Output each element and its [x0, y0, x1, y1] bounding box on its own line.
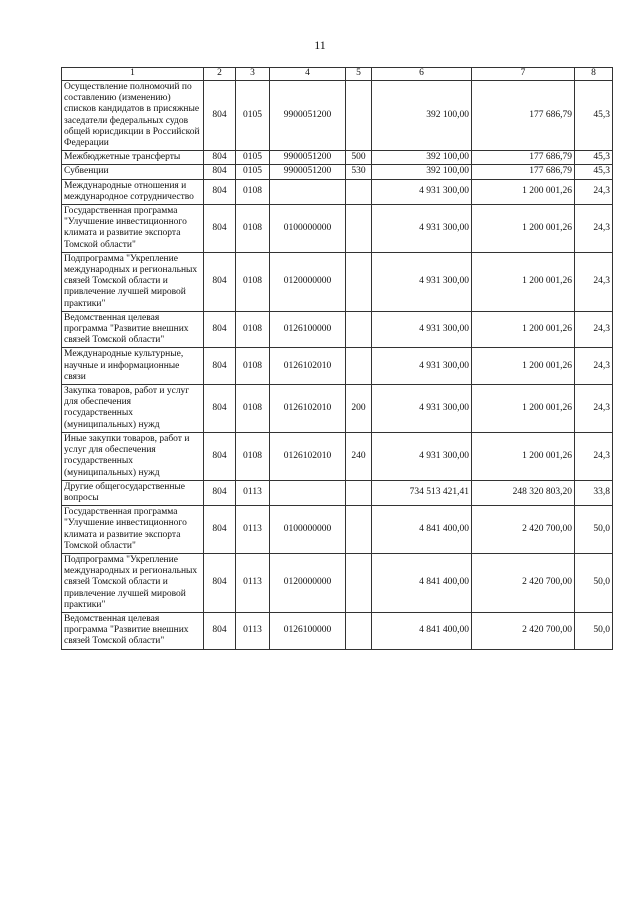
cell-csr: 0126102010 [270, 385, 346, 433]
table-row [62, 432, 613, 480]
table-row [62, 205, 613, 253]
cell-csr: 0126100000 [270, 311, 346, 348]
cell-vr [346, 179, 372, 204]
row-name: Другие общегосударственные вопросы [62, 480, 204, 505]
cell-gr: 804 [204, 432, 236, 480]
cell-csr: 0120000000 [270, 252, 346, 311]
column-header: 8 [575, 68, 613, 81]
cell-csr: 9900051200 [270, 81, 346, 151]
cell-percent: 24,3 [575, 385, 613, 433]
cell-plan: 4 931 300,00 [372, 252, 472, 311]
cell-plan: 734 513 421,41 [372, 480, 472, 505]
cell-rz: 0113 [236, 480, 270, 505]
column-header: 3 [236, 68, 270, 81]
cell-gr: 804 [204, 179, 236, 204]
cell-rz: 0105 [236, 165, 270, 179]
table-row [62, 480, 613, 505]
cell-fact: 2 420 700,00 [472, 612, 575, 649]
row-name: Иные закупки товаров, работ и услуг для обеспечения государственных (муниципальных) нужд [62, 432, 204, 480]
cell-rz: 0108 [236, 348, 270, 385]
cell-fact: 2 420 700,00 [472, 506, 575, 554]
row-name: Межбюджетные трансферты [62, 151, 204, 165]
cell-fact: 177 686,79 [472, 81, 575, 151]
cell-gr: 804 [204, 205, 236, 253]
cell-rz: 0108 [236, 179, 270, 204]
cell-percent: 45,3 [575, 81, 613, 151]
cell-plan: 4 931 300,00 [372, 385, 472, 433]
cell-gr: 804 [204, 165, 236, 179]
table-row [62, 151, 613, 165]
row-name: Субвенции [62, 165, 204, 179]
cell-vr: 200 [346, 385, 372, 433]
row-name: Подпрограмма "Укрепление международных и региональных связей Томской области и привлечение лучшей мировой практики" [62, 252, 204, 311]
cell-percent: 24,3 [575, 179, 613, 204]
cell-fact: 1 200 001,26 [472, 348, 575, 385]
cell-percent: 50,0 [575, 553, 613, 612]
table-row [62, 252, 613, 311]
cell-fact: 177 686,79 [472, 165, 575, 179]
cell-csr: 0120000000 [270, 553, 346, 612]
column-header: 7 [472, 68, 575, 81]
column-header: 6 [372, 68, 472, 81]
row-name: Подпрограмма "Укрепление международных и региональных связей Томской области и привлечение лучшей мировой практики" [62, 553, 204, 612]
cell-percent: 24,3 [575, 348, 613, 385]
cell-rz: 0105 [236, 81, 270, 151]
cell-fact: 248 320 803,20 [472, 480, 575, 505]
cell-csr: 0100000000 [270, 506, 346, 554]
cell-gr: 804 [204, 385, 236, 433]
cell-plan: 392 100,00 [372, 151, 472, 165]
cell-vr: 240 [346, 432, 372, 480]
cell-rz: 0113 [236, 553, 270, 612]
cell-csr: 0100000000 [270, 205, 346, 253]
cell-plan: 4 841 400,00 [372, 612, 472, 649]
cell-fact: 1 200 001,26 [472, 179, 575, 204]
cell-percent: 24,3 [575, 205, 613, 253]
cell-rz: 0105 [236, 151, 270, 165]
cell-rz: 0108 [236, 311, 270, 348]
table-row [62, 506, 613, 554]
cell-vr [346, 480, 372, 505]
budget-table [61, 67, 613, 650]
cell-rz: 0108 [236, 432, 270, 480]
row-name: Государственная программа "Улучшение инвестиционного климата и развитие экспорта Томской области" [62, 506, 204, 554]
cell-vr [346, 311, 372, 348]
cell-rz: 0108 [236, 205, 270, 253]
cell-fact: 1 200 001,26 [472, 311, 575, 348]
table-row [62, 612, 613, 649]
page-number: 11 [314, 38, 326, 52]
cell-vr [346, 81, 372, 151]
cell-vr [346, 205, 372, 253]
cell-csr [270, 179, 346, 204]
table-row [62, 311, 613, 348]
cell-fact: 1 200 001,26 [472, 432, 575, 480]
row-name: Международные отношения и международное сотрудничество [62, 179, 204, 204]
cell-csr: 0126102010 [270, 348, 346, 385]
cell-plan: 392 100,00 [372, 165, 472, 179]
cell-gr: 804 [204, 151, 236, 165]
cell-plan: 4 931 300,00 [372, 179, 472, 204]
cell-vr [346, 506, 372, 554]
cell-gr: 804 [204, 480, 236, 505]
cell-fact: 2 420 700,00 [472, 553, 575, 612]
column-header: 2 [204, 68, 236, 81]
cell-percent: 50,0 [575, 612, 613, 649]
cell-gr: 804 [204, 553, 236, 612]
column-header: 4 [270, 68, 346, 81]
column-header: 5 [346, 68, 372, 81]
column-header: 1 [62, 68, 204, 81]
table-row [62, 348, 613, 385]
cell-vr [346, 348, 372, 385]
cell-percent: 45,3 [575, 165, 613, 179]
header-row [62, 68, 613, 81]
cell-gr: 804 [204, 252, 236, 311]
cell-gr: 804 [204, 612, 236, 649]
cell-csr [270, 480, 346, 505]
cell-gr: 804 [204, 311, 236, 348]
cell-csr: 9900051200 [270, 165, 346, 179]
cell-fact: 1 200 001,26 [472, 252, 575, 311]
row-name: Государственная программа "Улучшение инвестиционного климата и развитие экспорта Томской области" [62, 205, 204, 253]
row-name: Ведомственная целевая программа "Развитие внешних связей Томской области" [62, 311, 204, 348]
cell-rz: 0113 [236, 506, 270, 554]
cell-plan: 392 100,00 [372, 81, 472, 151]
cell-gr: 804 [204, 348, 236, 385]
row-name: Ведомственная целевая программа "Развитие внешних связей Томской области" [62, 612, 204, 649]
cell-percent: 50,0 [575, 506, 613, 554]
cell-plan: 4 841 400,00 [372, 506, 472, 554]
table-row [62, 179, 613, 204]
cell-fact: 1 200 001,26 [472, 385, 575, 433]
row-name: Международные культурные, научные и информационные связи [62, 348, 204, 385]
cell-vr [346, 252, 372, 311]
cell-vr: 530 [346, 165, 372, 179]
cell-csr: 9900051200 [270, 151, 346, 165]
cell-fact: 177 686,79 [472, 151, 575, 165]
cell-percent: 45,3 [575, 151, 613, 165]
cell-rz: 0113 [236, 612, 270, 649]
cell-gr: 804 [204, 506, 236, 554]
cell-plan: 4 931 300,00 [372, 205, 472, 253]
row-name: Осуществление полномочий по составлению (изменению) списков кандидатов в присяжные заседатели федеральных судов общей юрисдикции в Российской Федерации [62, 81, 204, 151]
cell-percent: 33,8 [575, 480, 613, 505]
cell-rz: 0108 [236, 252, 270, 311]
cell-percent: 24,3 [575, 311, 613, 348]
cell-vr [346, 612, 372, 649]
table-row [62, 553, 613, 612]
cell-rz: 0108 [236, 385, 270, 433]
row-name: Закупка товаров, работ и услуг для обеспечения государственных (муниципальных) нужд [62, 385, 204, 433]
cell-percent: 24,3 [575, 252, 613, 311]
cell-plan: 4 931 300,00 [372, 311, 472, 348]
cell-plan: 4 841 400,00 [372, 553, 472, 612]
table-row [62, 81, 613, 151]
table-row [62, 385, 613, 433]
cell-fact: 1 200 001,26 [472, 205, 575, 253]
cell-csr: 0126102010 [270, 432, 346, 480]
cell-percent: 24,3 [575, 432, 613, 480]
cell-vr: 500 [346, 151, 372, 165]
cell-plan: 4 931 300,00 [372, 432, 472, 480]
cell-vr [346, 553, 372, 612]
table-row [62, 165, 613, 179]
cell-csr: 0126100000 [270, 612, 346, 649]
cell-gr: 804 [204, 81, 236, 151]
cell-plan: 4 931 300,00 [372, 348, 472, 385]
